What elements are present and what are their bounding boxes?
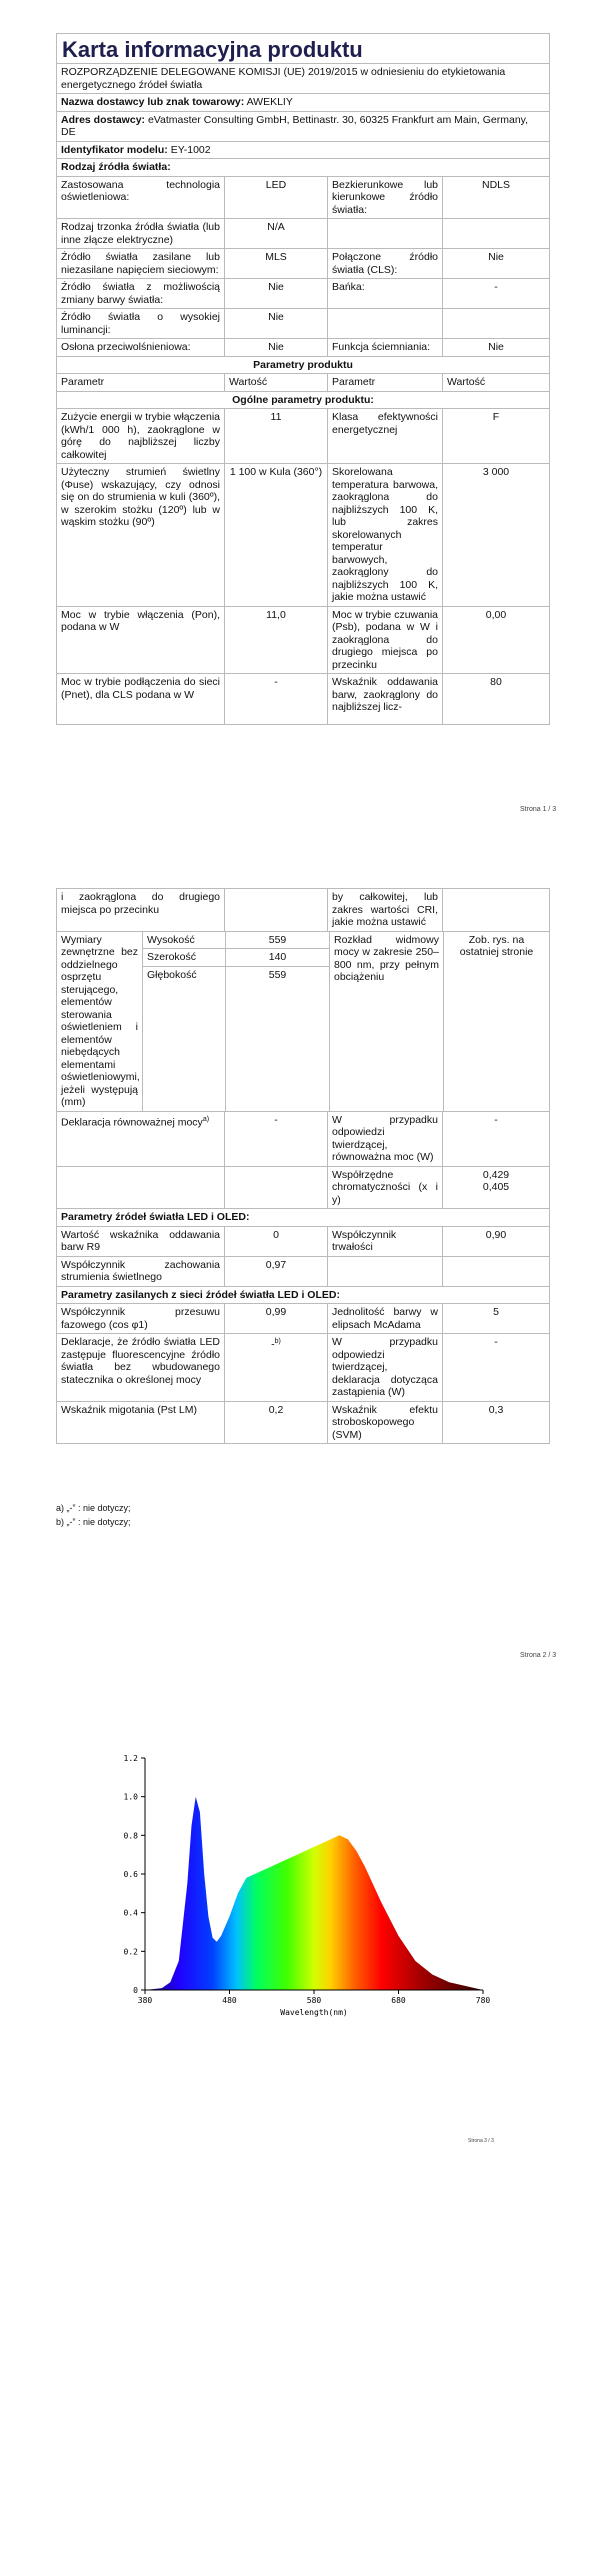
dimensions-row: Wymiary zewnętrzne bez oddzielnego osprzętu sterującego, elementów sterowania oświetleniem i elementów niebędących elementami oświetleniowymi, jeżeli występują (mm) Wysokość Szerokość Głębokość 559 140 559 Rozkład widmowy mocy w zakresie 250–800 nm, przy pełnym obciążeniu Zob. rys. na ostatniej stronie <box>57 932 549 1112</box>
table-row: i zaokrąglona do drugiego miejsca po przecinku by całkowitej, lub zakres wartości CRI, jakie można ustawić <box>57 889 549 932</box>
table-row: Współczynnik zachowania strumienia świetlnego 0,97 <box>57 1257 549 1287</box>
address-value: eVatmaster Consulting GmbH, Bettinastr. 30, 60325 Frankfurt am Main, Germany, DE <box>61 113 529 138</box>
x-tick-label: 680 <box>391 1996 406 2005</box>
table-row: Rodzaj trzonka źródła światła (lub inne złącze elektryczne) N/A <box>57 219 549 249</box>
footnote-a: a) „-” : nie dotyczy; <box>56 1503 131 1513</box>
table-row: Współczynnik przesuwu fazowego (cos φ1) 0,99 Jednolitość barwy w elipsach McAdama 5 <box>57 1304 549 1334</box>
y-tick-label: 1.0 <box>123 1792 138 1802</box>
led-heading: Parametry źródeł światła LED i OLED: <box>61 1211 250 1223</box>
address-row <box>57 112 549 141</box>
product-info-table-cont <box>56 888 550 1444</box>
table-row: Źródło światła z możliwością zmiany barwy światła: Nie Bańka: - <box>57 279 549 309</box>
y-tick-label: 0 <box>133 1986 138 1995</box>
product-info-table <box>56 33 550 725</box>
y-tick-label: 0.4 <box>123 1908 138 1918</box>
footnote-b: b) „-” : nie dotyczy; <box>56 1517 131 1527</box>
table-row: Zużycie energii w trybie włączenia (kWh/1 000 h), zaokrąglone w górę do najbliższej liczby całkowitej 11 Klasa efektywności energetycznej F <box>57 409 549 464</box>
x-tick-label: 580 <box>306 1996 322 2005</box>
params-heading: Parametry produktu <box>253 358 353 371</box>
x-tick-label: 380 <box>137 1996 153 2005</box>
table-row: Wartość wskaźnika oddawania barw R9 0 Współczynnik trwałości 0,90 <box>57 1227 549 1257</box>
page-title: Karta informacyjna produktu <box>57 34 549 64</box>
page-2 <box>0 886 603 1746</box>
address-label: Adres dostawcy: <box>61 113 146 126</box>
x-axis-label: Wavelength(nm) <box>280 2008 348 2017</box>
page-number: Strona 1 / 3 <box>520 806 557 813</box>
table-row: Deklaracje, że źródło światła LED zastępuje fluorescencyjne źródło światła bez wbudowanego statecznika o określonej mocy -$^{b)}$ W przypadku odpowiedzi twierdzącej, deklaracja dotycząca zastąpienia (W) - <box>57 1334 549 1402</box>
spectrum-chart <box>0 1720 603 2020</box>
y-tick-label: 0.6 <box>123 1870 138 1879</box>
model-row <box>57 142 549 159</box>
page-number: Strona 2 / 3 <box>520 1652 557 1659</box>
table-row: Moc w trybie podłączenia do sieci (Pnet), dla CLS podana w W - Wskaźnik oddawania barw, zaokrąglony do najbliższej licz- 80 <box>57 674 549 724</box>
spectrum-area <box>145 1797 483 1990</box>
page-1 <box>0 0 603 860</box>
table-row: Współrzędne chromatyczności (x i y) 0,429 0,405 <box>57 1167 549 1210</box>
page-number: Strona 3 / 3 <box>468 2138 494 2144</box>
x-tick-label: 780 <box>475 1996 491 2005</box>
type-heading: Rodzaj źródła światła: <box>61 161 171 173</box>
table-row: Osłona przeciwolśnieniowa: Nie Funkcja ściemniania: Nie <box>57 339 549 357</box>
mains-heading: Parametry zasilanych z sieci źródeł światła LED i OLED: <box>61 1288 340 1301</box>
table-row: Wskaźnik migotania (Pst LM) 0,2 Wskaźnik efektu stroboskopowego (SVM) 0,3 <box>57 1402 549 1444</box>
column-headers: Parametr Wartość Parametr Wartość <box>57 374 549 392</box>
model-label: Identyfikator modelu: <box>61 143 168 156</box>
table-row: Moc w trybie włączenia (Pon), podana w W 11,0 Moc w trybie czuwania (Psb), podana w W i zaokrąglona do drugiego miejsca po przecinku 0,00 <box>57 607 549 675</box>
plot-area <box>124 1754 491 2017</box>
table-row: Zastosowana technologia oświetleniowa: LED Bezkierunkowe lub kierunkowe źródło światła: NDLS <box>57 177 549 220</box>
dims-label: Wymiary zewnętrzne bez oddzielnego osprzętu sterującego, elementów sterowania oświetleniem i elementów niebędących elementami oświetleniowymi, jeżeli występują (mm) <box>57 932 143 1111</box>
table-row: Użyteczny strumień świetlny (Φuse) wskazujący, czy odnosi się on do strumienia w kuli (360º), w szerokim stożku (120º) lub w wąskim stożku (90º) 1 100 w Kula (360°) Skorelowana temperatura barwowa, zaokrąglona do najbliższych 100 K, lub zakres skorelowanych temperatur barwowych, zaokrąglony do najbliższych 100 K, jakie można ustawić 3 000 <box>57 464 549 607</box>
y-tick-label: 1.2 <box>123 1754 138 1763</box>
supplier-value: AWEKLIY <box>246 96 293 108</box>
spectrum-value: Zob. rys. na ostatniej stronie <box>459 933 534 958</box>
supplier-row <box>57 94 549 111</box>
table-row: Deklaracja równoważnej mocy$^{a)}$ - W przypadku odpowiedzi twierdzącej, równoważna moc (W) - <box>57 1112 549 1167</box>
spectrum-label: Rozkład widmowy mocy w zakresie 250–800 nm, przy pełnym obciążeniu <box>330 932 444 1111</box>
y-tick-label: 0.2 <box>123 1947 138 1957</box>
table-row: Źródło światła zasilane lub niezasilane napięciem sieciowym: MLS Połączone źródło światła (CLS): Nie <box>57 249 549 279</box>
y-tick-label: 0.8 <box>123 1831 138 1841</box>
table-row: Źródło światła o wysokiej luminancji: Nie <box>57 309 549 339</box>
page-3 <box>0 1720 603 2560</box>
supplier-label: Nazwa dostawcy lub znak towarowy: <box>61 96 245 108</box>
general-heading: Ogólne parametry produktu: <box>232 393 374 406</box>
regulation-text: ROZPORZĄDZENIE DELEGOWANE KOMISJI (UE) 2019/2015 w odniesieniu do etykietowania energetycznego źródeł światła <box>61 66 506 91</box>
model-value: EY-1002 <box>170 143 211 156</box>
x-tick-label: 480 <box>222 1996 237 2005</box>
